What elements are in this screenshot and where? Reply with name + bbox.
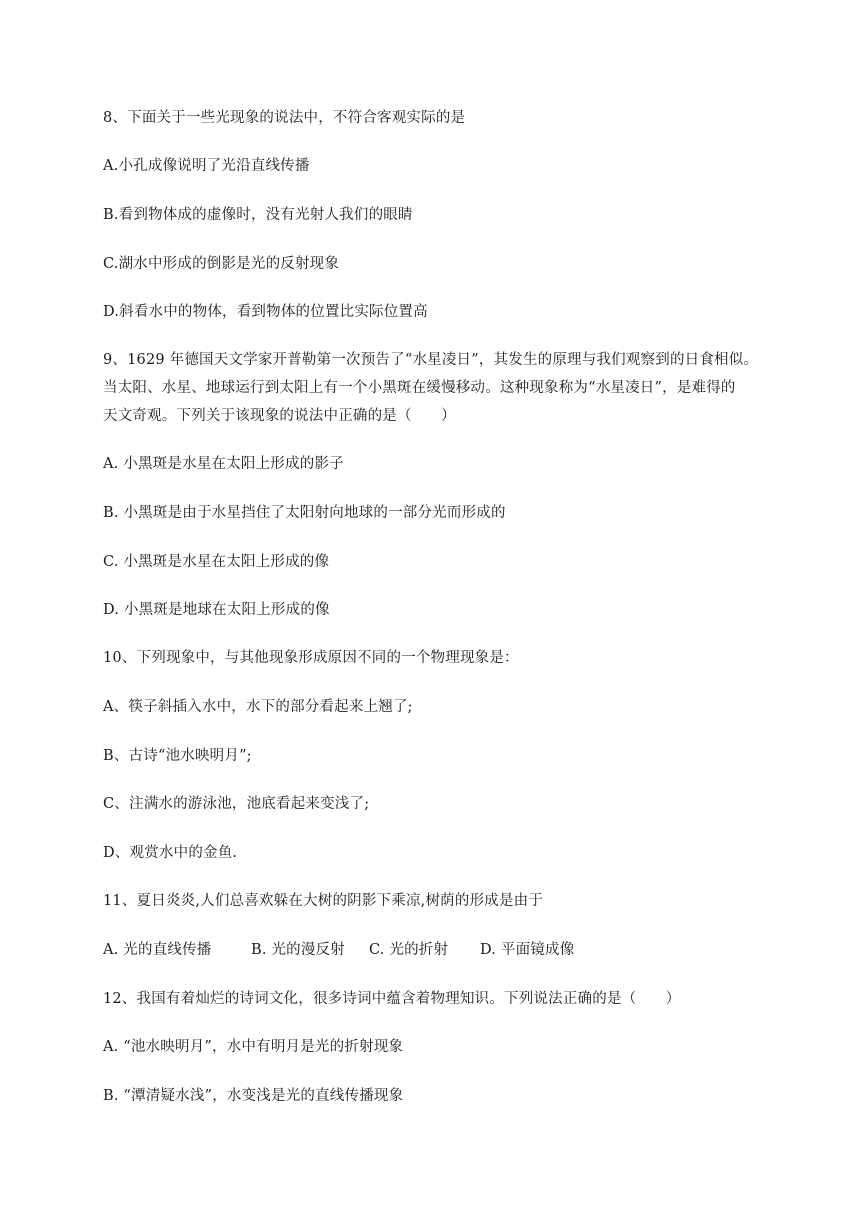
- question-11-stem: 11、夏日炎炎,人们总喜欢躲在大树的阴影下乘凉,树荫的形成是由于: [103, 893, 544, 909]
- question-9-option-b: B. 小黑斑是由于水星挡住了太阳射向地球的一部分光而形成的: [103, 505, 506, 521]
- question-8-option-b: B.看到物体成的虚像时，没有光射人我们的眼睛: [103, 207, 413, 223]
- question-12-stem: 12、我国有着灿烂的诗词文化，很多诗词中蕴含着物理知识。下列说法正确的是（ ）: [103, 991, 681, 1007]
- question-9-stem-line-1: 9、1629 年德国天文学家开普勒第一次预告了“水星凌日”，其发生的原理与我们观察到的日食相似。: [103, 352, 759, 368]
- question-11-option-a: A. 光的直线传播: [103, 942, 212, 958]
- question-11-option-d: D. 平面镜成像: [480, 942, 575, 958]
- question-9-stem-line-2: 当太阳、水星、地球运行到太阳上有一个小黑斑在缓慢移动。这种现象称为“水星凌日”，是难得的: [103, 380, 736, 396]
- question-9-option-d: D. 小黑斑是地球在太阳上形成的像: [103, 602, 330, 618]
- question-10-option-d: D、观赏水中的金鱼.: [103, 845, 238, 861]
- question-12-option-a: A. “池水映明月”，水中有明月是光的折射现象: [103, 1039, 404, 1055]
- question-11-option-c: C. 光的折射: [369, 942, 449, 958]
- question-8-option-a: A.小孔成像说明了光沿直线传播: [103, 158, 310, 174]
- question-10-option-c: C、注满水的游泳池，池底看起来变浅了;: [103, 796, 370, 812]
- question-10-option-b: B、古诗“池水映明月”;: [103, 748, 252, 764]
- question-9-stem-line-3: 天文奇观。下列关于该现象的说法中正确的是（ ）: [103, 408, 456, 424]
- question-9-option-a: A. 小黑斑是水星在太阳上形成的影子: [103, 456, 344, 472]
- question-8-option-c: C.湖水中形成的倒影是光的反射现象: [103, 256, 340, 272]
- question-11-options-row: [103, 940, 574, 960]
- question-12-option-b: B. “潭清疑水浅”，水变浅是光的直线传播现象: [103, 1088, 404, 1104]
- question-8-option-d: D.斜看水中的物体，看到物体的位置比实际位置高: [103, 304, 428, 320]
- question-10-stem: 10、下列现象中，与其他现象形成原因不同的一个物理现象是：: [103, 650, 519, 666]
- question-10-option-a: A、筷子斜插入水中，水下的部分看起来上翘了;: [103, 699, 413, 715]
- question-8-stem: 8、下面关于一些光现象的说法中，不符合客观实际的是: [103, 110, 466, 126]
- question-11-option-b: B. 光的漫反射: [251, 942, 345, 958]
- question-9-option-c: C. 小黑斑是水星在太阳上形成的像: [103, 554, 330, 570]
